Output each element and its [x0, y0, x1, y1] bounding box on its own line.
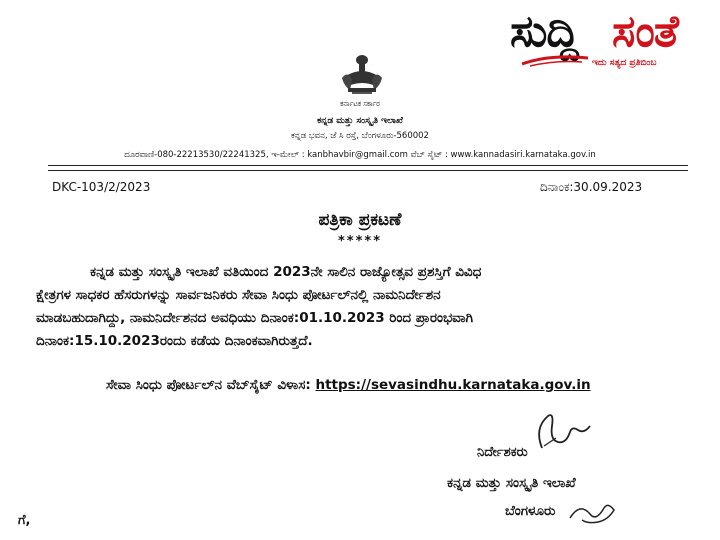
press-release-title: ಪತ್ರಿಕಾ ಪ್ರಕಟಣೆ [318, 210, 402, 230]
signature-flourish-icon [568, 498, 618, 528]
signature-icon [530, 408, 600, 452]
portal-line [106, 377, 591, 393]
signatory-title: ನಿರ್ದೇಶಕರು [477, 445, 528, 460]
signatory-city: ಬೆಂಗಳೂರು [505, 503, 556, 519]
govt-line: ಕರ್ನಾಟಕ ಸರ್ಕಾರ [340, 100, 380, 108]
brand-tagline: ಇದು ಸತ್ಯದ ಪ್ರತಿಬಿಂಬ [592, 58, 657, 68]
body-line-3: ಮಾಡಬಹುದಾಗಿದ್ದು, ನಾಮನಿರ್ದೇಶನದ ಅವಧಿಯು ದಿನಾಂಕ:01.10.2023 ರಿಂದ ಪ್ರಾರಂಭವಾಗಿ [36, 310, 474, 326]
signatory-department: ಕನ್ನಡ ಮತ್ತು ಸಂಸ್ಕೃತಿ ಇಲಾಖೆ [447, 475, 576, 491]
portal-label: ಸೇವಾ ಸಿಂಧು ಪೋರ್ಟಲ್‌ನ ವೆಬ್‌ಸೈಟ್ ವಿಳಾಸ: [106, 377, 311, 393]
letter-date: ದಿನಾಂಕ:30.09.2023 [540, 180, 643, 194]
portal-url-link[interactable]: https://sevasindhu.karnataka.gov.in [315, 377, 591, 393]
header-divider [48, 165, 688, 166]
brand-logo [510, 8, 715, 70]
header-divider-secondary [48, 170, 688, 171]
brand-swoosh-icon [520, 52, 592, 68]
department-address: ಕನ್ನಡ ಭವನ, ಜೆ ಸಿ ರಸ್ತೆ, ಬೆಂಗಳೂರು-560002 [291, 131, 429, 141]
karnataka-emblem-icon [340, 50, 384, 96]
body-line-1: ಕನ್ನಡ ಮತ್ತು ಸಂಸ್ಕೃತಿ ಇಲಾಖೆ ವತಿಯಿಂದ 2023ನೇ ಸಾಲಿನ ರಾಜ್ಯೋತ್ಸವ ಪ್ರಶಸ್ತಿಗೆ ವಿವಿಧ [90, 264, 482, 280]
body-line-4: ದಿನಾಂಕ:15.10.2023ರಂದು ಕಡೆಯ ದಿನಾಂಕವಾಗಿರುತ್ತದೆ. [36, 333, 313, 349]
brand-name-part2: ಸಂತೆ [612, 6, 678, 57]
body-line-2: ಕ್ಷೇತ್ರಗಳ ಸಾಧಕರ ಹೆಸರುಗಳನ್ನು ಸಾರ್ವಜನಿಕರು ಸೇವಾ ಸಿಂಧು ಪೋರ್ಟಲ್‌ನಲ್ಲಿ ನಾಮನಿರ್ದೇಶನ [36, 287, 441, 303]
brand-name-part1: ಸುದ್ದಿ [510, 6, 578, 57]
reference-number: DKC-103/2/2023 [52, 180, 151, 194]
footer-note: ಗೆ, [18, 513, 31, 528]
department-heading: ಕನ್ನಡ ಮತ್ತು ಸಂಸ್ಕೃತಿ ಇಲಾಖೆ [317, 116, 403, 126]
title-separator: ***** [338, 234, 382, 249]
contact-line: ದೂರವಾಣಿ-080-22213530/22241325, ಇ-ಮೇಲ್ : kanbhavbir@gmail.com ವೆಬ್ ಸೈಟ್ : www.kannadasiri.karnataka.gov.in [124, 150, 596, 160]
